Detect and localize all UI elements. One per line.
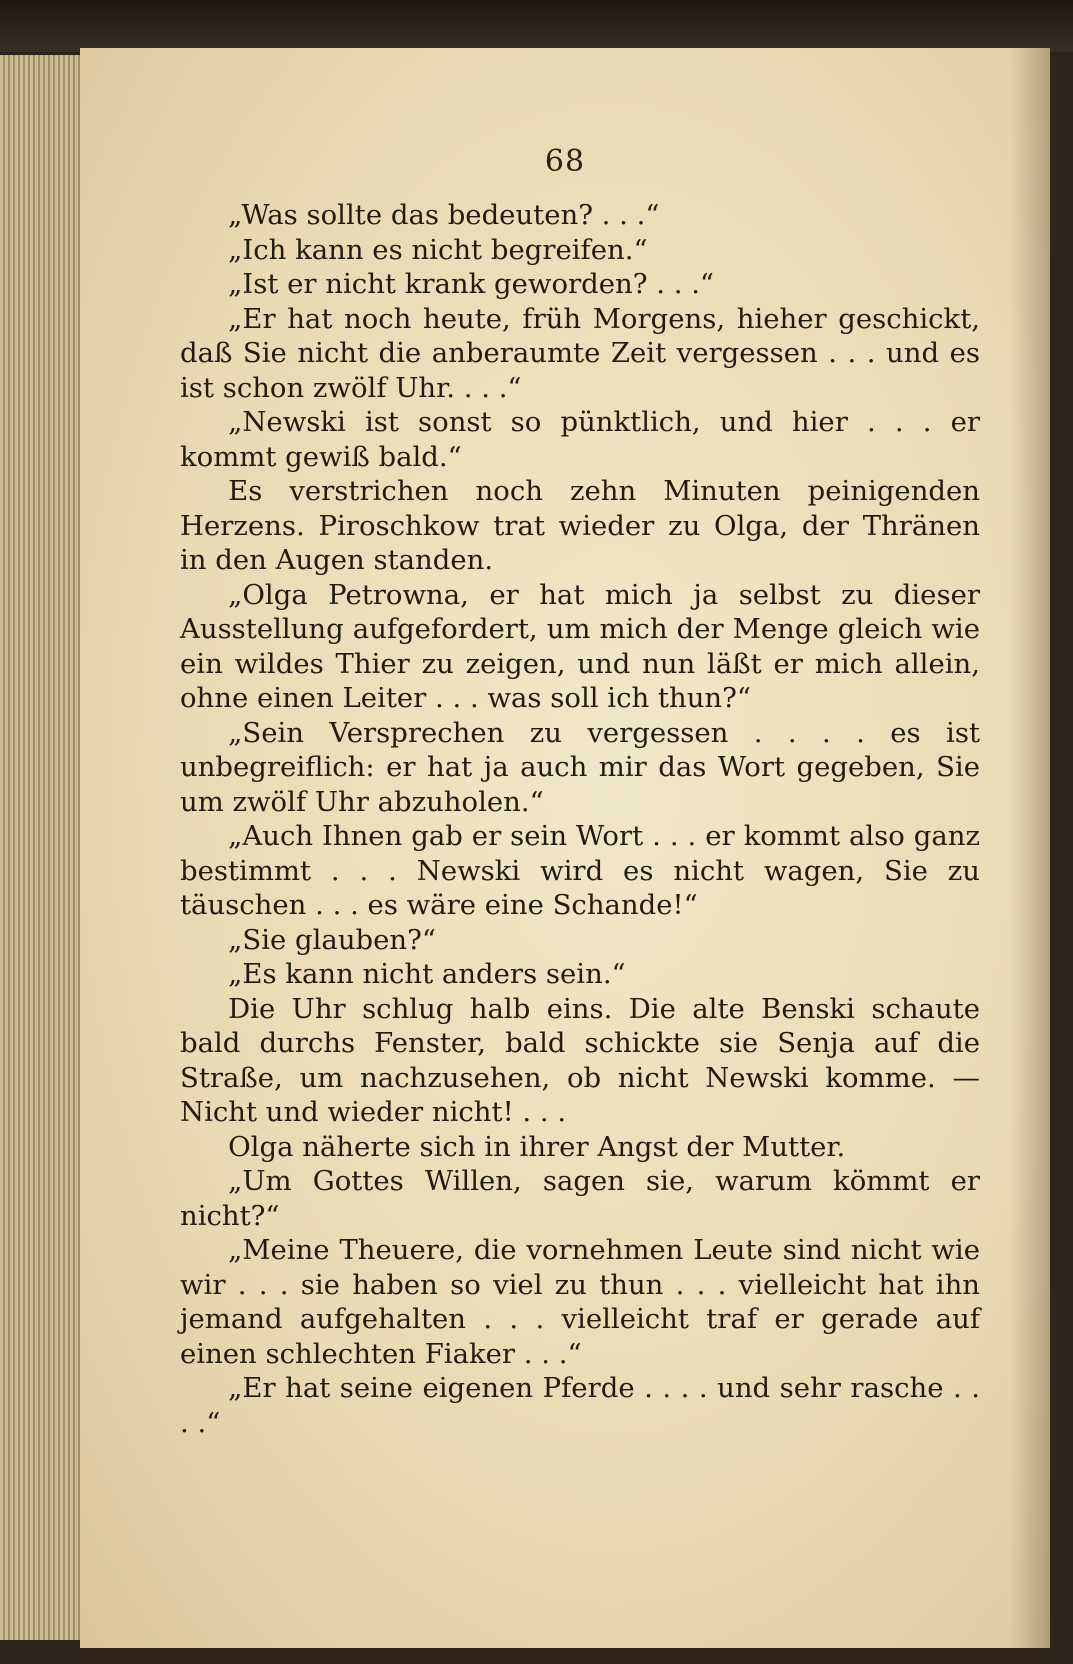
paragraph: „Olga Petrowna, er hat mich ja selbst zu dieser Ausstellung aufgefordert, um mich der Menge gleich wie ein wildes Thier zu zeigen, und nun läßt er mich allein, ohne einen Leiter . . . was soll ich thun?“ — [180, 578, 980, 714]
paragraph: „Sie glauben?“ — [228, 923, 436, 956]
paragraph: „Newski ist sonst so pünktlich, und hier . . . er kommt gewiß bald.“ — [180, 406, 980, 473]
paragraph: „Ist er nicht krank geworden? . . .“ — [228, 268, 714, 300]
book-cover-edge — [0, 0, 1073, 52]
paragraph: „Um Gottes Willen, sagen sie, warum kömmt er nicht?“ — [180, 1165, 980, 1232]
body-text — [180, 198, 980, 1440]
paragraph: „Was sollte das bedeuten? . . .“ — [228, 199, 660, 231]
paragraph: „Er hat noch heute, früh Morgens, hieher geschickt, daß Sie nicht die anberaumte Zeit vergessen . . . und es ist schon zwölf Uhr. . . .“ — [180, 302, 980, 404]
page-number: 68 — [544, 144, 586, 179]
paragraph: Die Uhr schlug halb eins. Die alte Benski schaute bald durchs Fenster, bald schickte sie Senja auf die Straße, um nachzusehen, ob nicht Newski komme. — Nicht und wieder nicht! . . . — [180, 992, 980, 1128]
page-gutter-shade — [1010, 48, 1050, 1648]
paragraph: Es verstrichen noch zehn Minuten peinigenden Herzens. Piroschkow trat wieder zu Olga, der Thränen in den Augen standen. — [180, 475, 980, 576]
book-page — [80, 48, 1050, 1648]
page-stack-edges — [0, 55, 82, 1640]
paragraph: „Sein Versprechen zu vergessen . . . . es ist unbegreiflich: er hat ja auch mir das Wort gegeben, Sie um zwölf Uhr abzuholen.“ — [180, 716, 980, 818]
paragraph: „Er hat seine eigenen Pferde . . . . und sehr rasche . . . .“ — [180, 1372, 980, 1439]
paragraph: „Auch Ihnen gab er sein Wort . . . er kommt also ganz bestimmt . . . Newski wird es nicht wagen, Sie zu täuschen . . . es wäre eine Schande!“ — [180, 820, 980, 921]
paragraph: Olga näherte sich in ihrer Angst der Mutter. — [228, 1130, 846, 1163]
paragraph: „Ich kann es nicht begreifen.“ — [228, 233, 648, 266]
paragraph: „Meine Theuere, die vornehmen Leute sind nicht wie wir . . . sie haben so viel zu thun . . . vielleicht hat ihn jemand aufgehalten . . . vielleicht traf er gerade auf einen schlechten Fiaker . . .“ — [180, 1234, 980, 1370]
paragraph: „Es kann nicht anders sein.“ — [228, 958, 626, 990]
